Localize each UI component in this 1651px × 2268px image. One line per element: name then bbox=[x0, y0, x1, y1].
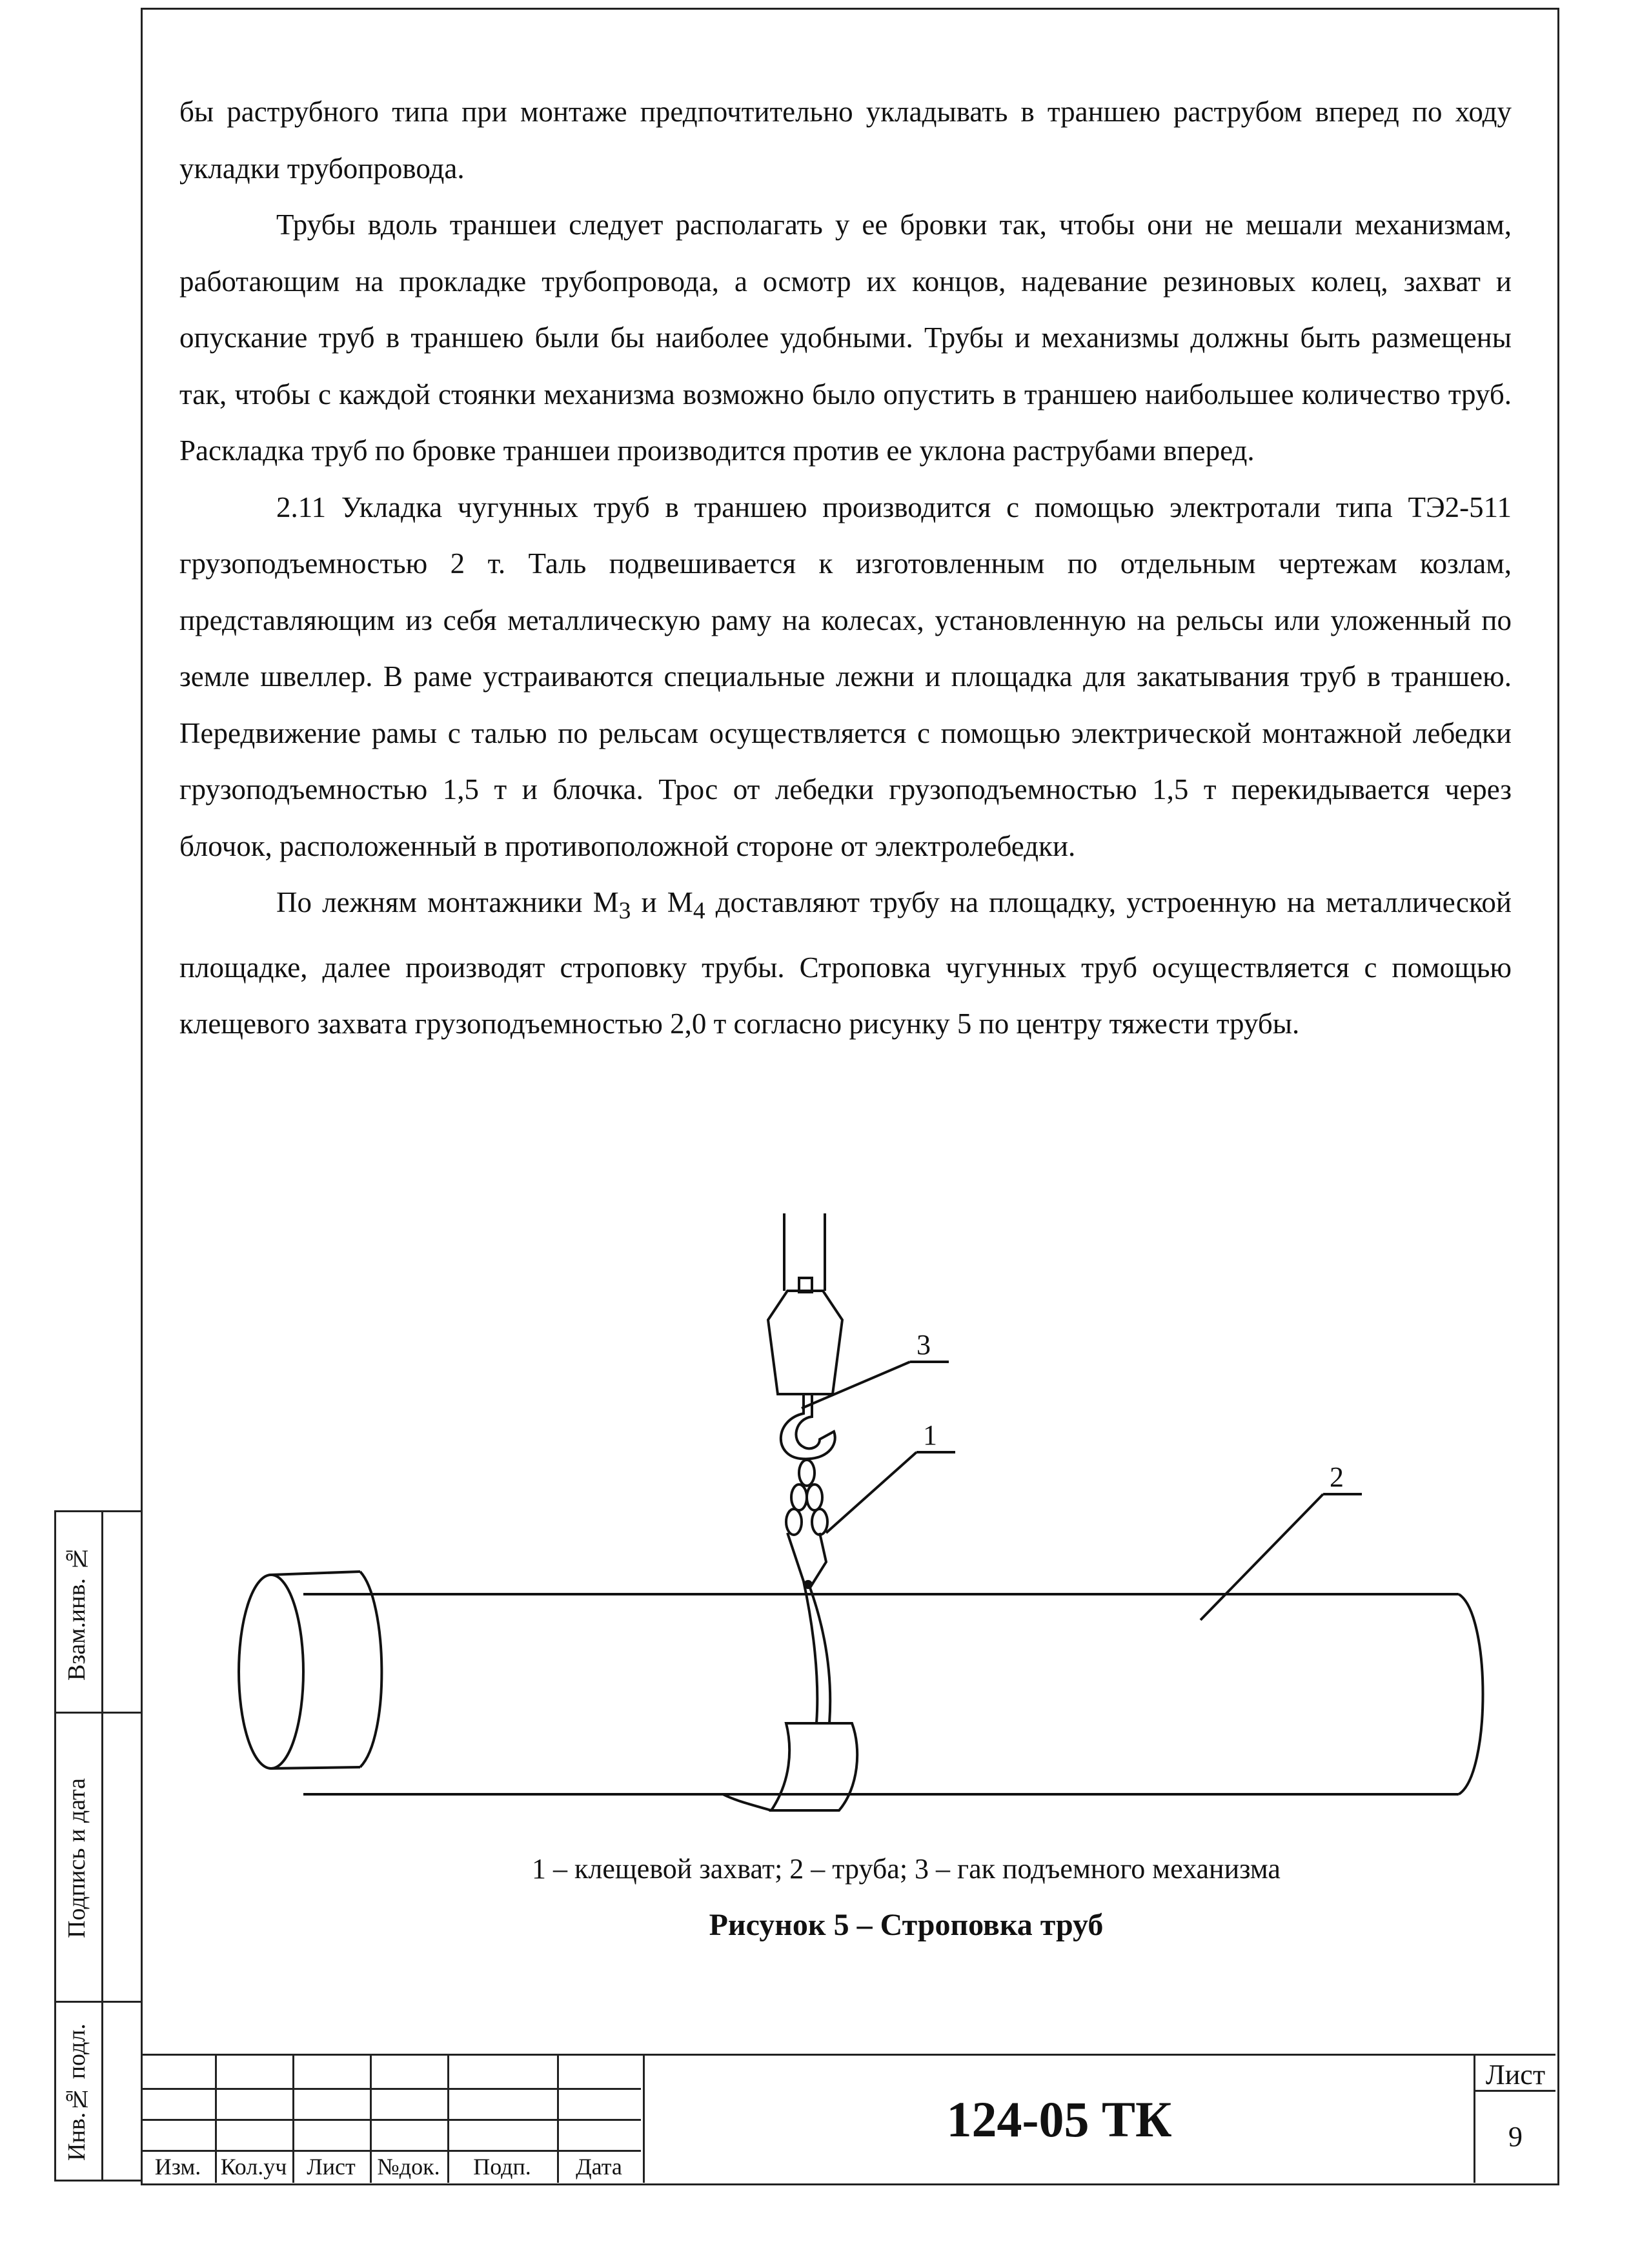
pincer-pivot bbox=[805, 1581, 811, 1588]
header-date: Дата bbox=[576, 2154, 622, 2180]
paragraph-1: бы раструбного типа при монтаже предпочтительно укладывать в траншею раструбом вперед по ходу укладки трубопровода. bbox=[179, 96, 1512, 185]
crane-hook bbox=[781, 1394, 835, 1459]
figure-caption bbox=[0, 1907, 1651, 1943]
sheet-label: Лист bbox=[1475, 2056, 1555, 2092]
paragraph-4 bbox=[179, 875, 1512, 1053]
document-body bbox=[179, 84, 1512, 1053]
paragraph-4-part-a: По лежням монтажники М bbox=[276, 886, 619, 918]
side-stamp bbox=[54, 1510, 141, 2182]
pipe-end bbox=[1459, 1594, 1483, 1794]
side-stamp-cell-signature bbox=[56, 1714, 143, 2003]
revision-grid bbox=[141, 2056, 641, 2183]
label-replacement-inventory: Взам.инв. № bbox=[63, 1544, 90, 1681]
pipe-slinging-drawing bbox=[168, 1213, 1523, 1859]
paragraph-4-part-c: доставляют трубу на площадку, устроенную на металлической площадке, далее производят строповку трубы. Строповка чугунных труб осуществляется с помощью клещевого захвата грузоподъемностью 2,0 т согласно рисунку 5 по центру тяжести трубы. bbox=[179, 886, 1512, 1040]
pincer-arm-left bbox=[787, 1533, 817, 1723]
chain-link bbox=[807, 1484, 822, 1510]
pipe-socket-face bbox=[239, 1575, 303, 1768]
hook-block bbox=[768, 1291, 842, 1394]
header-doc-number: №док. bbox=[377, 2154, 440, 2180]
sheet-number: 9 bbox=[1508, 2121, 1523, 2152]
shoe-edge bbox=[723, 1794, 771, 1810]
figure-legend bbox=[0, 1852, 1651, 1885]
header-change: Изм. bbox=[154, 2154, 201, 2180]
callout-3: 3 bbox=[917, 1329, 931, 1361]
leader-2 bbox=[1200, 1494, 1323, 1620]
socket-rim bbox=[360, 1572, 381, 1767]
paragraph-2: Трубы вдоль траншеи следует располагать у ее бровки так, чтобы они не мешали механизмам, работающим на прокладке трубопровода, а осмотр их концов, надевание резиновых колец, захват и опускание труб в траншею были бы наиболее удобными. Трубы и механизмы должны быть размещены так, чтобы с каждой стоянки механизма возможно было опустить в траншею наибольшее количество труб. Раскладка труб по бровке траншеи производится против ее уклона раструбами вперед. bbox=[179, 208, 1512, 467]
side-stamp-cell-original bbox=[56, 2003, 143, 2182]
title-block bbox=[141, 2054, 1555, 2183]
chain-link bbox=[812, 1509, 827, 1535]
paragraph-3: 2.11 Укладка чугунных труб в траншею производится с помощью электротали типа ТЭ2-511 грузоподъемностью 2 т. Таль подвешивается к изготовленным по отдельным чертежам козлам, представляющим из себя металлическую раму на колесах, установленную на рельсы или уложенный по земле швеллер. В раме устраиваются специальные лежни и площадка для закатывания труб в траншею. Передвижение рамы с талью по рельсам осуществляется с помощью электрической монтажной лебедки грузоподъемностью 1,5 т и блочка. Трос от лебедки грузоподъемностью 1,5 т перекидывается через блочок, расположенный в противоположной стороне от электролебедки. bbox=[179, 491, 1512, 862]
chain-link bbox=[786, 1509, 802, 1535]
document-code: 124-05 ТК bbox=[643, 2056, 1475, 2183]
callout-1: 1 bbox=[923, 1419, 937, 1451]
label-original-inventory: Инв.№ подл. bbox=[63, 2023, 90, 2161]
callout-2: 2 bbox=[1330, 1461, 1344, 1493]
paragraph-4-part-b: и М bbox=[631, 886, 693, 918]
header-signature: Подп. bbox=[473, 2154, 531, 2180]
leader-3 bbox=[802, 1362, 910, 1408]
socket-bottom bbox=[271, 1767, 360, 1768]
subscript-4: 4 bbox=[693, 898, 705, 924]
figure-pipe-slinging bbox=[168, 1213, 1523, 1859]
figure-caption-text: Рисунок 5 – Строповка труб bbox=[709, 1908, 1104, 1942]
label-signature-date: Подпись и дата bbox=[63, 1777, 90, 1939]
chain-link bbox=[799, 1460, 815, 1486]
subscript-3: 3 bbox=[618, 898, 631, 924]
chain-link bbox=[791, 1484, 807, 1510]
header-count: Кол.уч bbox=[220, 2154, 287, 2180]
leader-1 bbox=[826, 1452, 917, 1533]
header-sheet: Лист bbox=[307, 2154, 356, 2180]
figure-legend-text: 1 – клещевой захват; 2 – труба; 3 – гак подъемного механизма bbox=[532, 1853, 1281, 1885]
pincer-shoe bbox=[771, 1723, 857, 1810]
socket-top bbox=[271, 1572, 360, 1575]
side-stamp-cell-replace bbox=[56, 1512, 143, 1714]
